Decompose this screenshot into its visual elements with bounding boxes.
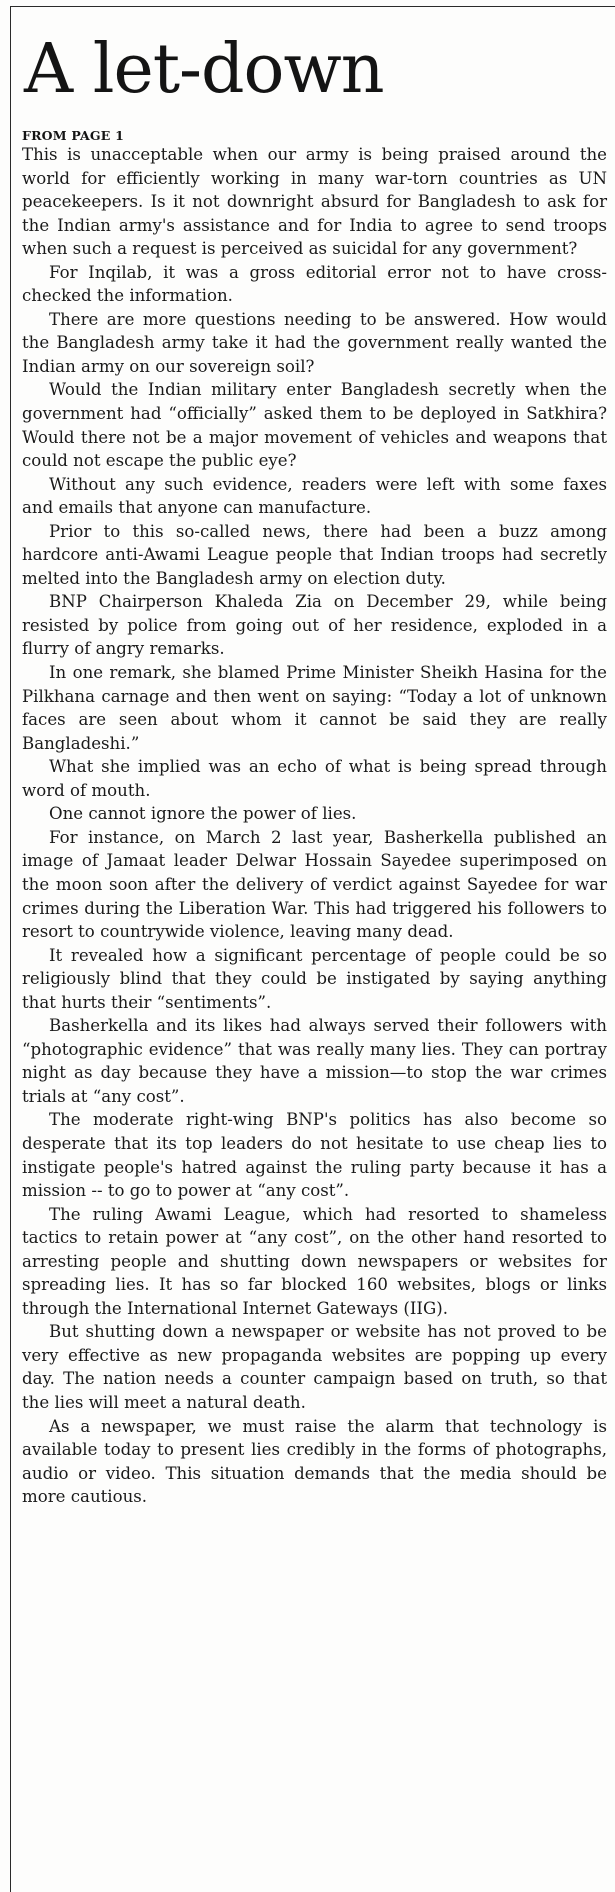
paragraph: There are more questions needing to be answered. How would the Bangladesh army take it had the government really wanted the Indian army on our sovereign soil?	[22, 309, 607, 376]
headline: A let-down	[24, 30, 384, 109]
paragraph: BNP Chairperson Khaleda Zia on December 29, while being resisted by police from going out of her residence, exploded in a flurry of angry remarks.	[22, 592, 607, 659]
paragraph: The moderate right-wing BNP's politics has also become so desperate that its top leaders do not hesitate to use cheap lies to instigate people's hatred against the ruling party because it has a mission -- to go to power at “any cost”.	[22, 1110, 607, 1201]
paragraph: Basherkella and its likes had always served their followers with “photographic evidence” that was really many lies. They can portray night as day because they have a mission—to stop the war crimes trials at “any cost”.	[22, 1016, 607, 1106]
paragraph: In one remark, she blamed Prime Minister Sheikh Hasina for the Pilkhana carnage and then went on saying: “Today a lot of unknown faces are seen about whom it cannot be said they are really Bangladeshi.”	[22, 663, 607, 753]
jump-label: FROM PAGE 1	[22, 128, 124, 143]
paragraph: But shutting down a newspaper or website has not proved to be very effective as new propaganda websites are popping up every day. The nation needs a counter campaign based on truth, so that the lies will meet a natural death.	[22, 1322, 607, 1412]
column-rule	[10, 6, 11, 1892]
top-rule	[10, 6, 615, 7]
paragraph: One cannot ignore the power of lies.	[49, 804, 357, 824]
article-body	[22, 143, 607, 1509]
paragraph: The ruling Awami League, which had resorted to shameless tactics to retain power at “any cost”, on the other hand resorted to arresting people and shutting down newspapers or websites for spreading lies. It has so far blocked 160 websites, blogs or links through the International Internet Gateways (IIG).	[22, 1204, 607, 1318]
paragraph: For Inqilab, it was a gross editorial error not to have cross-checked the information.	[22, 262, 607, 306]
paragraph: This is unacceptable when our army is being praised around the world for efficiently working in many war-torn countries as UN peacekeepers. Is it not downright absurd for Bangladesh to ask for the Indian army's assistance and for India to agree to send troops when such a request is perceived as suicidal for any government?	[22, 145, 607, 259]
paragraph: Without any such evidence, readers were left with some faxes and emails that anyone can manufacture.	[22, 474, 607, 518]
paragraph: What she implied was an echo of what is being spread through word of mouth.	[22, 757, 607, 800]
paragraph: It revealed how a significant percentage of people could be so religiously blind that they could be instigated by saying anything that hurts their “sentiments”.	[22, 945, 607, 1012]
paragraph: Would the Indian military enter Bangladesh secretly when the government had “officially” asked them to be deployed in Satkhira? Would there not be a major movement of vehicles and weapons that could not escape the public eye?	[22, 380, 607, 471]
paragraph: As a newspaper, we must raise the alarm that technology is available today to present lies credibly in the forms of photographs, audio or video. This situation demands that the media should be more cautious.	[22, 1416, 607, 1507]
paragraph: For instance, on March 2 last year, Basherkella published an image of Jamaat leader Delwar Hossain Sayedee superimposed on the moon soon after the delivery of verdict against Sayedee for war crimes during the Liberation War. This had triggered his followers to resort to countrywide violence, leaving many dead.	[22, 827, 607, 942]
paragraph: Prior to this so-called news, there had been a buzz among hardcore anti-Awami League people that Indian troops had secretly melted into the Bangladesh army on election duty.	[22, 521, 607, 588]
